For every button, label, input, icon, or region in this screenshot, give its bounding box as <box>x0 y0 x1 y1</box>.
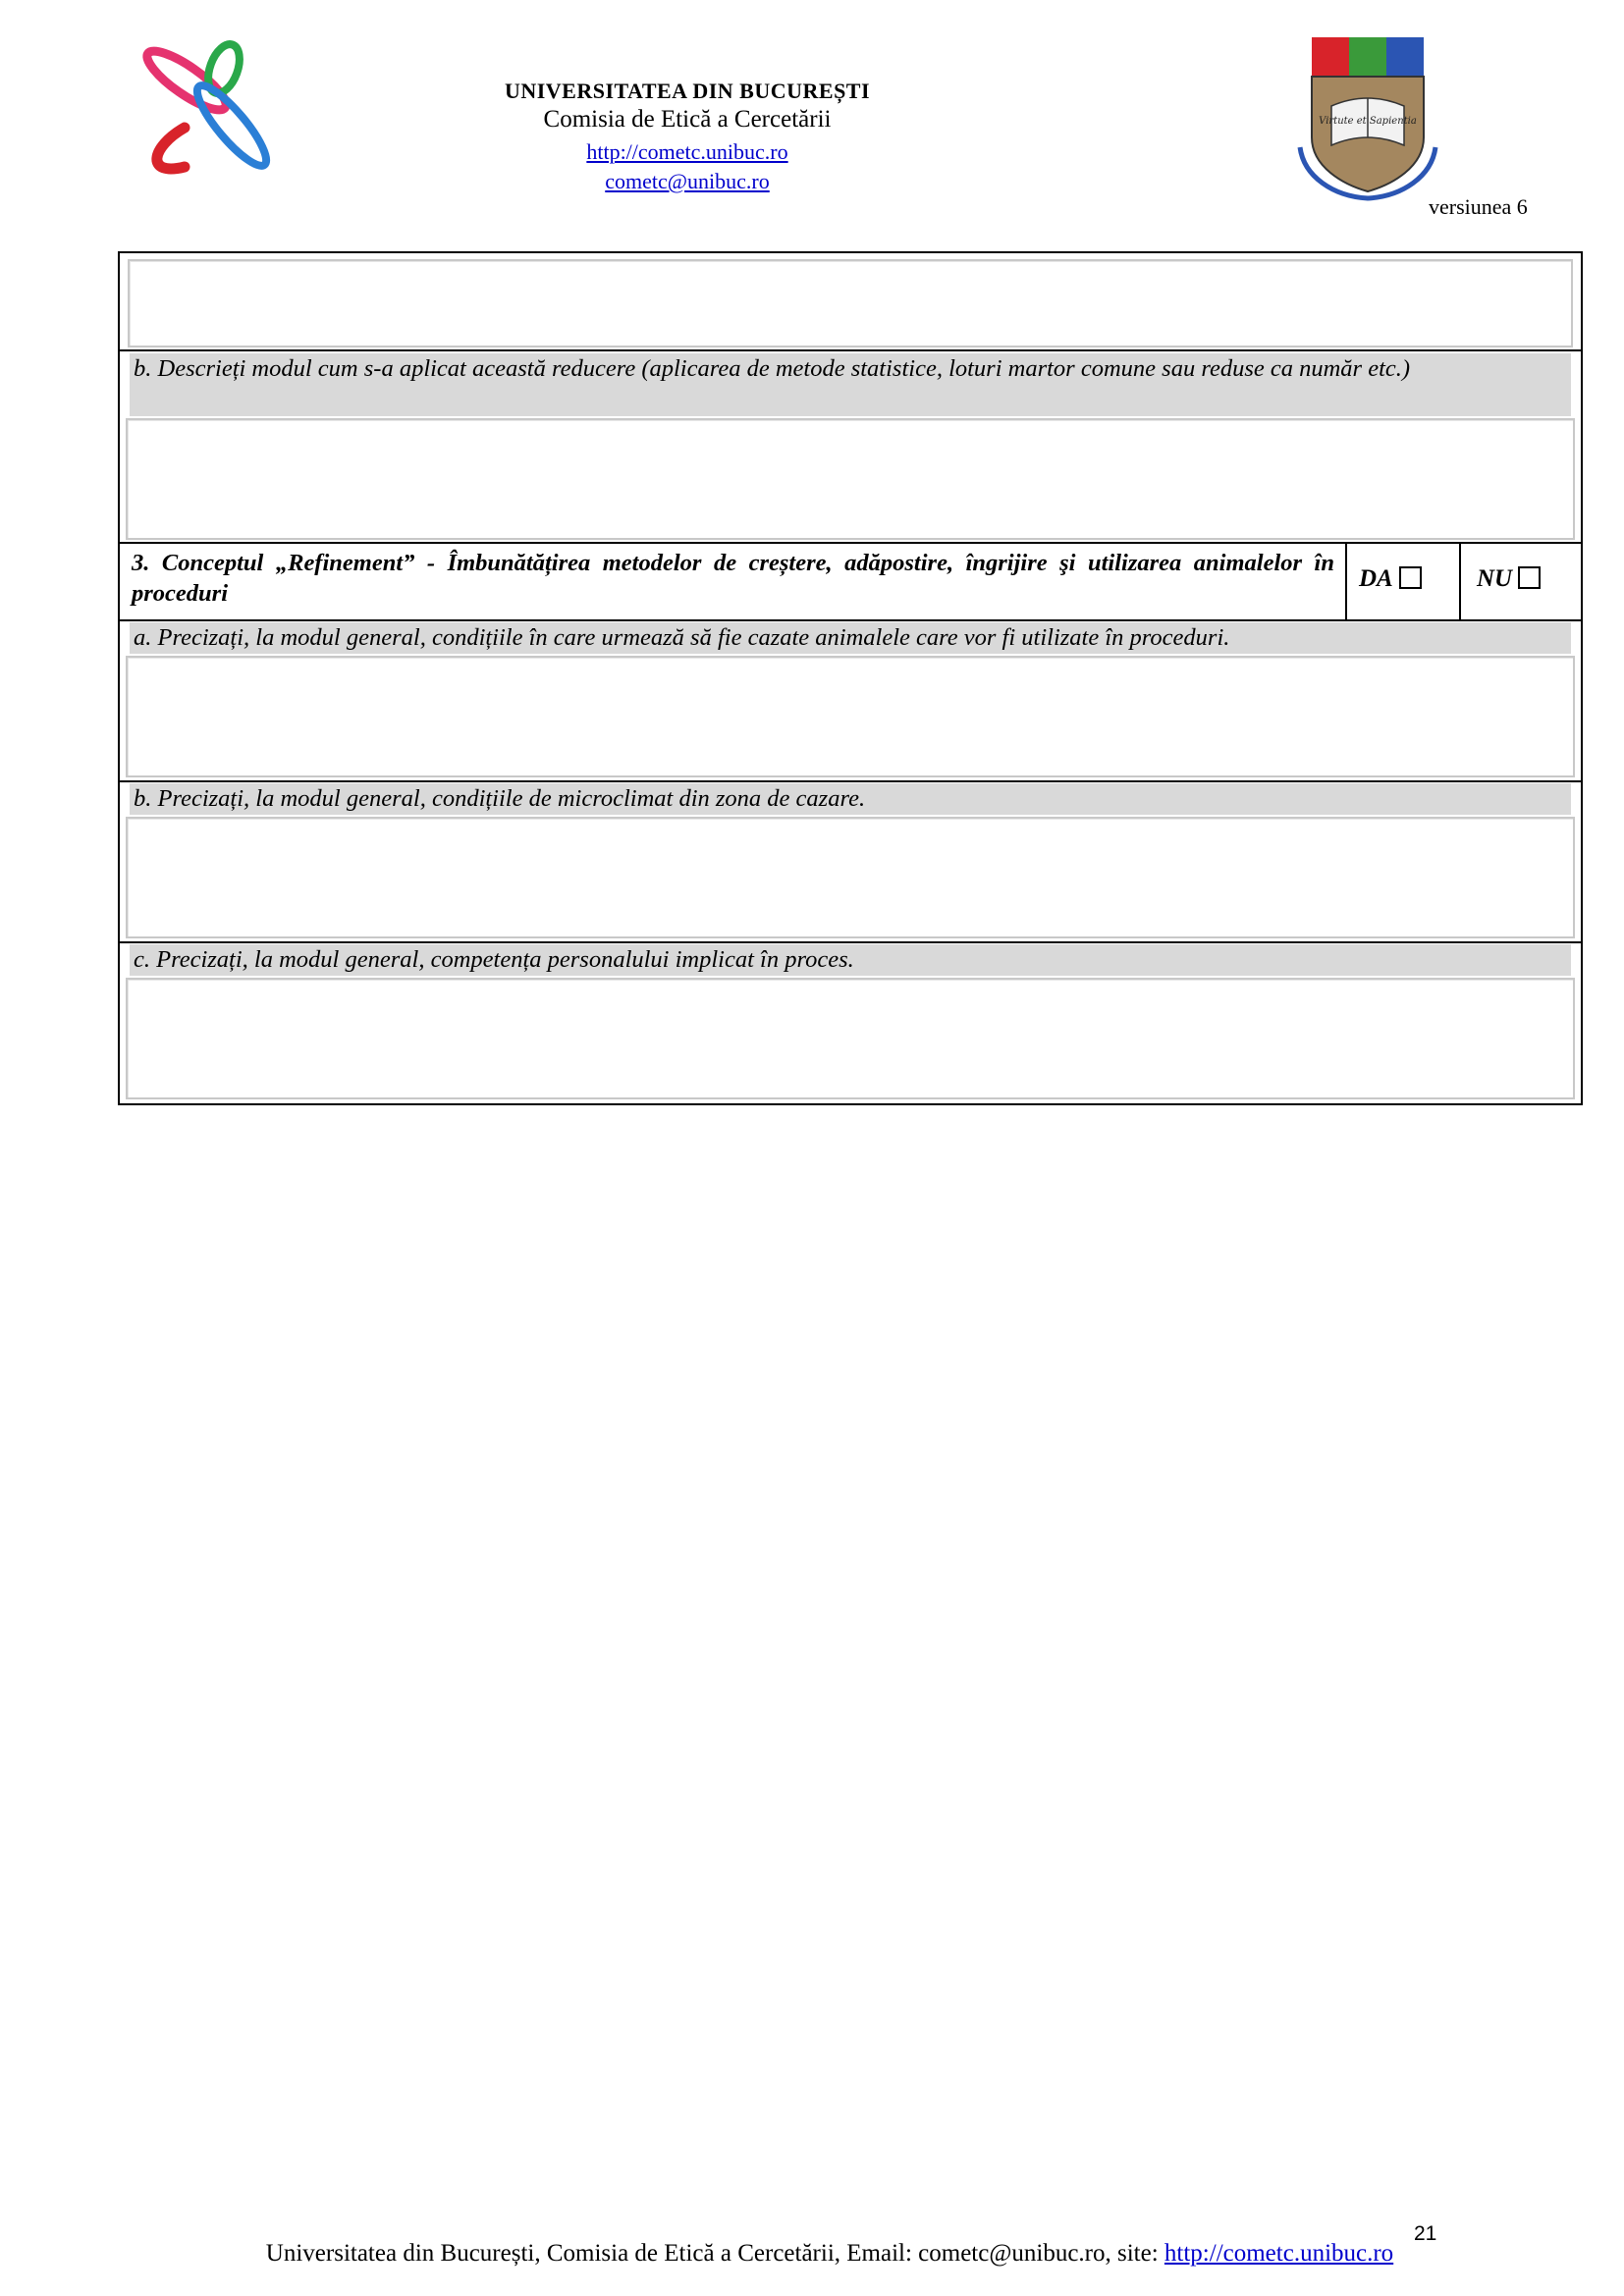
option-da <box>1359 565 1422 593</box>
option-nu-label: NU <box>1477 565 1513 592</box>
option-da-label: DA <box>1359 565 1393 592</box>
document-version: versiunea 6 <box>1429 194 1528 219</box>
footer-text: Universitatea din București, Comisia de Etică a Cercetării, Email: cometc@unibuc.ro, site: <box>265 2240 1164 2267</box>
header-site-link[interactable]: http://cometc.unibuc.ro <box>586 139 788 164</box>
da-checkbox[interactable] <box>1399 566 1422 589</box>
question-2b: b. Descrieți modul cum s-a aplicat această reducere (aplicarea de metode statistice, loturi martor comune sau reduse ca număr etc.) <box>130 353 1571 416</box>
university-crest <box>1294 29 1441 201</box>
question-3a: a. Precizați, la modul general, condițiile în care urmează să fie cazate animalele care vor fi utilizate în proceduri. <box>130 622 1571 654</box>
header-email-link[interactable]: cometc@unibuc.ro <box>605 169 770 193</box>
commission-logo <box>126 29 283 177</box>
crest-motto: Virtute et Sapientia <box>1319 116 1417 127</box>
university-name: UNIVERSITATEA DIN BUCUREȘTI <box>504 79 871 103</box>
nu-checkbox[interactable] <box>1518 566 1541 589</box>
answer-2b-field[interactable] <box>126 418 1575 540</box>
page-footer <box>98 2240 1561 2268</box>
answer-3a-field[interactable] <box>126 656 1575 777</box>
form-table <box>118 251 1583 1105</box>
section-3-title: 3. Conceptul „Refinement” - Îmbunătățirea metodelor de creștere, adăpostire, îngrijire şi utilizarea animalelor în proceduri <box>132 550 1334 607</box>
answer-2a-field[interactable] <box>128 259 1573 347</box>
commission-name: Comisia de Etică a Cercetării <box>543 106 832 133</box>
question-3b: b. Precizați, la modul general, condițiile de microclimat din zona de cazare. <box>130 783 1571 815</box>
option-nu <box>1477 565 1541 593</box>
question-3c: c. Precizați, la modul general, competența personalului implicat în proces. <box>130 944 1571 976</box>
page-number: 21 <box>1414 2222 1437 2245</box>
section-3-header <box>120 544 1585 619</box>
footer-site-link[interactable]: http://cometc.unibuc.ro <box>1164 2240 1394 2267</box>
answer-3b-field[interactable] <box>126 817 1575 938</box>
answer-3c-field[interactable] <box>126 978 1575 1099</box>
